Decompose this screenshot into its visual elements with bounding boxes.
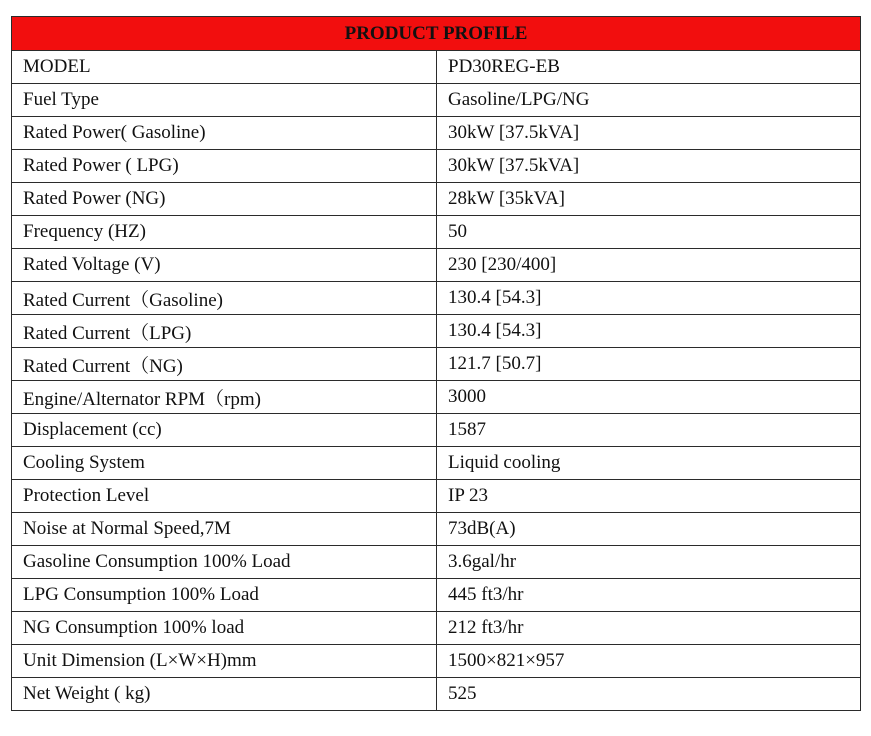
spec-value: 30kW [37.5kVA]	[437, 117, 861, 150]
table-row	[12, 51, 861, 84]
product-profile-table	[11, 16, 861, 711]
table-row	[12, 480, 861, 513]
spec-value: 1500×821×957	[437, 645, 861, 678]
table-row	[12, 546, 861, 579]
spec-label: Unit Dimension (L×W×H)mm	[12, 645, 437, 678]
spec-label: Rated Power (NG)	[12, 183, 437, 216]
table-row	[12, 315, 861, 348]
spec-value: 73dB(A)	[437, 513, 861, 546]
spec-value: IP 23	[437, 480, 861, 513]
table-row	[12, 513, 861, 546]
spec-label: Protection Level	[12, 480, 437, 513]
table-row	[12, 348, 861, 381]
table-row	[12, 678, 861, 711]
spec-label: Rated Power ( LPG)	[12, 150, 437, 183]
spec-value: PD30REG-EB	[437, 51, 861, 84]
table-row	[12, 216, 861, 249]
spec-value: 130.4 [54.3]	[437, 282, 861, 315]
spec-label: Frequency (HZ)	[12, 216, 437, 249]
table-row	[12, 282, 861, 315]
spec-value: Liquid cooling	[437, 447, 861, 480]
table-row	[12, 612, 861, 645]
spec-label: Rated Current（NG)	[12, 348, 437, 381]
spec-label: MODEL	[12, 51, 437, 84]
spec-value: 121.7 [50.7]	[437, 348, 861, 381]
spec-value: 525	[437, 678, 861, 711]
spec-value: 230 [230/400]	[437, 249, 861, 282]
spec-label: Rated Current（Gasoline)	[12, 282, 437, 315]
table-row	[12, 150, 861, 183]
spec-label: Engine/Alternator RPM（rpm)	[12, 381, 437, 414]
table-row	[12, 414, 861, 447]
spec-label: LPG Consumption 100% Load	[12, 579, 437, 612]
spec-label: Noise at Normal Speed,7M	[12, 513, 437, 546]
spec-value: 212 ft3/hr	[437, 612, 861, 645]
spec-value: 28kW [35kVA]	[437, 183, 861, 216]
table-row	[12, 117, 861, 150]
spec-value: 50	[437, 216, 861, 249]
spec-label: Net Weight ( kg)	[12, 678, 437, 711]
spec-value: 30kW [37.5kVA]	[437, 150, 861, 183]
table-row	[12, 183, 861, 216]
spec-value: 1587	[437, 414, 861, 447]
spec-label: Fuel Type	[12, 84, 437, 117]
table-row	[12, 249, 861, 282]
table-row	[12, 84, 861, 117]
spec-label: Displacement (cc)	[12, 414, 437, 447]
spec-value: 3000	[437, 381, 861, 414]
spec-label: Rated Voltage (V)	[12, 249, 437, 282]
table-row	[12, 381, 861, 414]
product-profile-sheet	[11, 16, 860, 711]
table-title: PRODUCT PROFILE	[12, 17, 861, 51]
table-row	[12, 645, 861, 678]
spec-label: Gasoline Consumption 100% Load	[12, 546, 437, 579]
table-row	[12, 447, 861, 480]
spec-label: NG Consumption 100% load	[12, 612, 437, 645]
table-header-row	[12, 17, 861, 51]
spec-value: 3.6gal/hr	[437, 546, 861, 579]
spec-label: Cooling System	[12, 447, 437, 480]
table-row	[12, 579, 861, 612]
spec-value: Gasoline/LPG/NG	[437, 84, 861, 117]
spec-value: 130.4 [54.3]	[437, 315, 861, 348]
spec-label: Rated Current（LPG)	[12, 315, 437, 348]
spec-label: Rated Power( Gasoline)	[12, 117, 437, 150]
spec-value: 445 ft3/hr	[437, 579, 861, 612]
